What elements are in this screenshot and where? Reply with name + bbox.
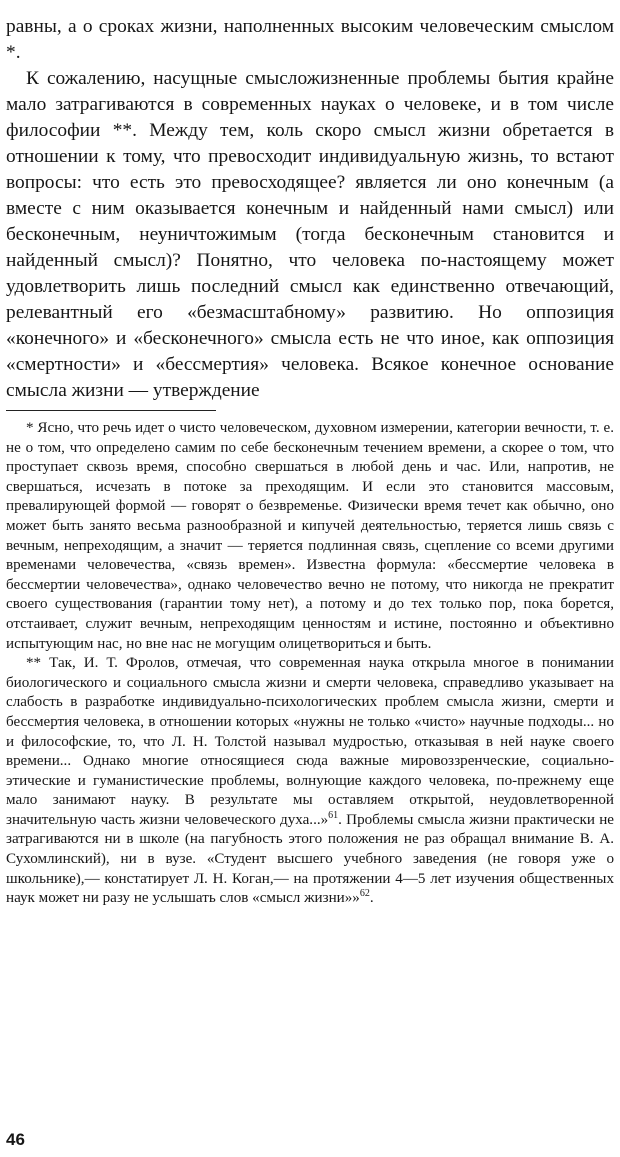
footnote-2-end: . [369,890,374,907]
footnote-1: * Ясно, что речь идет о чисто человеческом, духовном измерении, категории вечности, т. е. не о том, что определено самим по себе бесконечным течением времени, а скорее о том, что проступает сквозь время, способно свершаться в любой день и час. Или, напротив, не свершаться, исчезать в потоке за преходящим. И если это становится массовым, превалирующей формой — говорят о безвременье. Физически время течет как обычно, оно может быть занято весьма разнообразной и кипучей деятельностью, теряется лишь связь с вечным, непреходящим, а значит — теряется подлинная связь, сцепление со всеми другими временами человечества, «связь времен». Известна формула: «бессмертие человека в бессмертии человечества», однако человечество вечно не потому, что никогда не прекратит своего существования (гарантии тому нет), а потому и до тех только пор, пока борется, отстаивает, служит вечным, непреходящим ценностям и истине, постоянно и объективно испытующим нас, но вне нас не могущим олицетвориться и быть. [6,420,614,652]
footnote-2-text-a: ** Так, И. Т. Фролов, отмечая, что современная наука открыла многое в понимании биологического и социального смысла жизни и смерти человека, справедливо указывает на слабость в разработке индивидуально-психологических проблем смысла жизни, смерти и бессмертия человека, в отношении которых «нужны не только «чисто» научные подходы... но и философские, то, что Л. Н. Толстой называл мудростью, отказывая в ней науке своего времени... Однако многие относящиеся сюда важные мировоззренческие, социально-этические и гуманистические проблемы, волнующие каждого человека, по-прежнему еще мало занимают науку. В результате мы оставляем открытой, неудовлетворенной значительную часть жизни человеческого духа...» [6,655,614,828]
paragraph: К сожалению, насущные смысложизненные проблемы бытия крайне мало затрагиваются в современных науках о человеке, и в том числе философии **. Между тем, коль скоро смысл жизни обретается в отношении к тому, что превосходит индивидуальную жизнь, то встают вопросы: что есть это превосходящее? является ли оно конечным (а вместе с ним оказывается конечным и найденный нами смысл) или бесконечным, неуничтожимым (тогда бесконечным становится и найденный смысл)? Понятно, что человека по-настоящему может удовлетворить лишь последний смысл как единственно отвечающий, релевантный его «безмасштабному» развитию. Но оппозиция «конечного» и «бесконечного» смысла есть не что иное, как оппозиция «смертности» и «бессмертия» человека. Всякое конечное основание смысла жизни — утверждение [6,68,614,401]
book-page [6,14,614,1154]
footnote-2-text-b: . Проблемы смысла жизни практически не затрагиваются ни в школе (на пагубность этого положения не раз обращал внимание В. А. Сухомлинский), ни в вузе. «Студент высшего учебного заведения (не говоря уже о школьнике),— констатирует Л. Н. Коган,— на протяжении 4—5 лет изучения общественных наук может ни разу не услышать слов «смысл жизни»» [6,811,614,907]
footnote-2 [6,654,614,909]
footnote-separator [6,410,216,411]
page-number: 46 [6,1130,25,1149]
footnotes [6,419,614,909]
reference-marker-61: 61 [328,809,339,821]
paragraph-continuation: равны, а о сроках жизни, наполненных высоким человеческим смыслом *. [6,16,614,63]
main-text [6,14,614,404]
reference-marker-62: 62 [359,888,370,900]
